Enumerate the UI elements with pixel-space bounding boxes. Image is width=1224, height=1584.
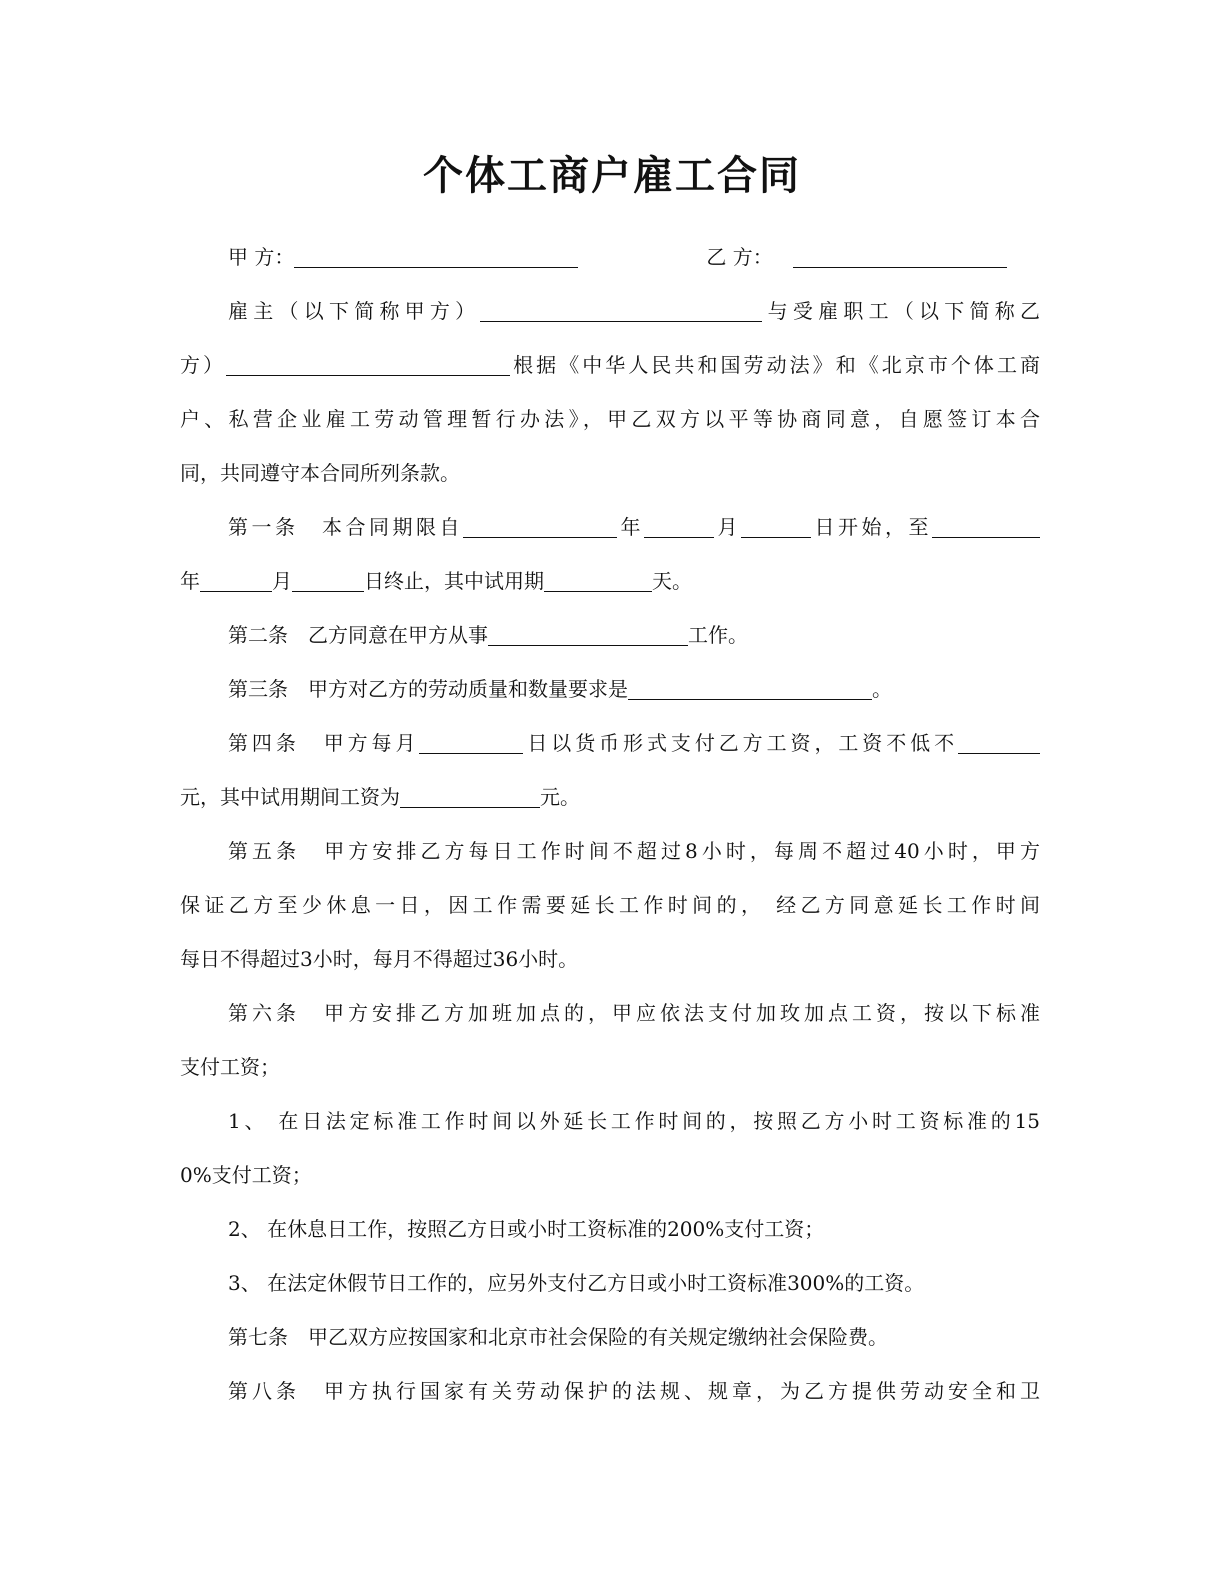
preamble-line-4: 同，共同遵守本合同所列条款。 [180,461,460,485]
article-3 [180,672,1040,706]
start-month-field[interactable] [644,513,714,538]
employer-name-field[interactable] [480,297,762,322]
end-year-field[interactable] [932,513,1040,538]
article-2 [180,618,1040,652]
article-6-item-1: 1、 在日法定标准工作时间以外延长工作时间的，按照乙方小时工资标准的15 [228,1109,1040,1133]
article-text: 日终止，其中试用期 [364,569,544,593]
article-text: 日开始，至 [811,515,932,539]
parties-line [228,240,1040,274]
preamble-line-2 [180,348,1040,382]
article-6-line-2: 支付工资； [180,1055,280,1079]
article-text: 月 [714,515,741,539]
party-b-label: 乙 方： [706,245,773,269]
article-6-item-1-cont: 0%支付工资； [180,1163,312,1187]
article-text: 第四条 甲方每月 [228,731,420,755]
end-month-field[interactable] [200,567,272,592]
job-field[interactable] [488,621,688,646]
article-1-line-1 [180,510,1040,544]
article-text: 年 [617,515,644,539]
party-b-field[interactable] [793,243,1007,268]
employee-name-field[interactable] [226,351,510,376]
article-5-line-2: 保证乙方至少休息一日，因工作需要延长工作时间的， 经乙方同意延长工作时间 [180,893,1040,917]
party-a-label: 甲 方： [228,245,295,269]
article-text: 元。 [540,785,580,809]
start-year-field[interactable] [463,513,617,538]
article-6-line-1: 第六条 甲方安排乙方加班加点的，甲应依法支付加玫加点工资，按以下标准 [228,1001,1040,1025]
article-text: 。 [872,677,892,701]
article-text: 第三条 甲方对乙方的劳动质量和数量要求是 [228,677,628,701]
article-text: 月 [272,569,292,593]
probation-wage-field[interactable] [400,783,540,808]
article-7: 第七条 甲乙双方应按国家和北京市社会保险的有关规定缴纳社会保险费。 [228,1325,888,1349]
min-wage-field[interactable] [958,729,1040,754]
preamble-text: 与受雇职工（以下简称乙 [762,299,1041,323]
preamble-line-3: 户、私营企业雇工劳动管理暂行办法》，甲乙双方以平等协商同意，自愿签订本合 [180,407,1040,431]
article-1-line-2 [180,564,1040,598]
party-a-field[interactable] [294,243,578,268]
probation-days-field[interactable] [544,567,652,592]
article-4-line-1 [180,726,1040,760]
article-text: 年 [180,569,200,593]
page-title: 个体工商户雇工合同 [423,153,801,199]
article-8-line-1: 第八条 甲方执行国家有关劳动保护的法规、规章，为乙方提供劳动安全和卫 [228,1379,1040,1403]
start-day-field[interactable] [741,513,811,538]
preamble-text: 根据《中华人民共和国劳动法》和《北京市个体工商 [510,353,1041,377]
article-4-line-2 [180,780,1040,814]
article-text: 天。 [652,569,692,593]
preamble-text: 方） [180,353,227,377]
article-text: 第二条 乙方同意在甲方从事 [228,623,488,647]
requirements-field[interactable] [628,675,872,700]
preamble-line-1 [180,294,1040,328]
article-text: 元，其中试用期间工资为 [180,785,400,809]
article-6-item-3: 3、 在法定休假节日工作的，应另外支付乙方日或小时工资标准300%的工资。 [228,1271,925,1295]
pay-day-field[interactable] [419,729,523,754]
article-5-line-3: 每日不得超过3小时，每月不得超过36小时。 [180,947,579,971]
article-6-item-2: 2、 在休息日工作，按照乙方日或小时工资标准的200%支付工资； [228,1217,825,1241]
preamble-text: 雇主（以下简称甲方） [228,299,481,323]
article-text: 第一条 本合同期限自 [228,515,463,539]
end-day-field[interactable] [292,567,364,592]
article-5-line-1: 第五条 甲方安排乙方每日工作时间不超过8小时，每周不超过40小时，甲方 [228,839,1040,863]
article-text: 日以货币形式支付乙方工资，工资不低不 [523,731,959,755]
article-text: 工作。 [688,623,748,647]
